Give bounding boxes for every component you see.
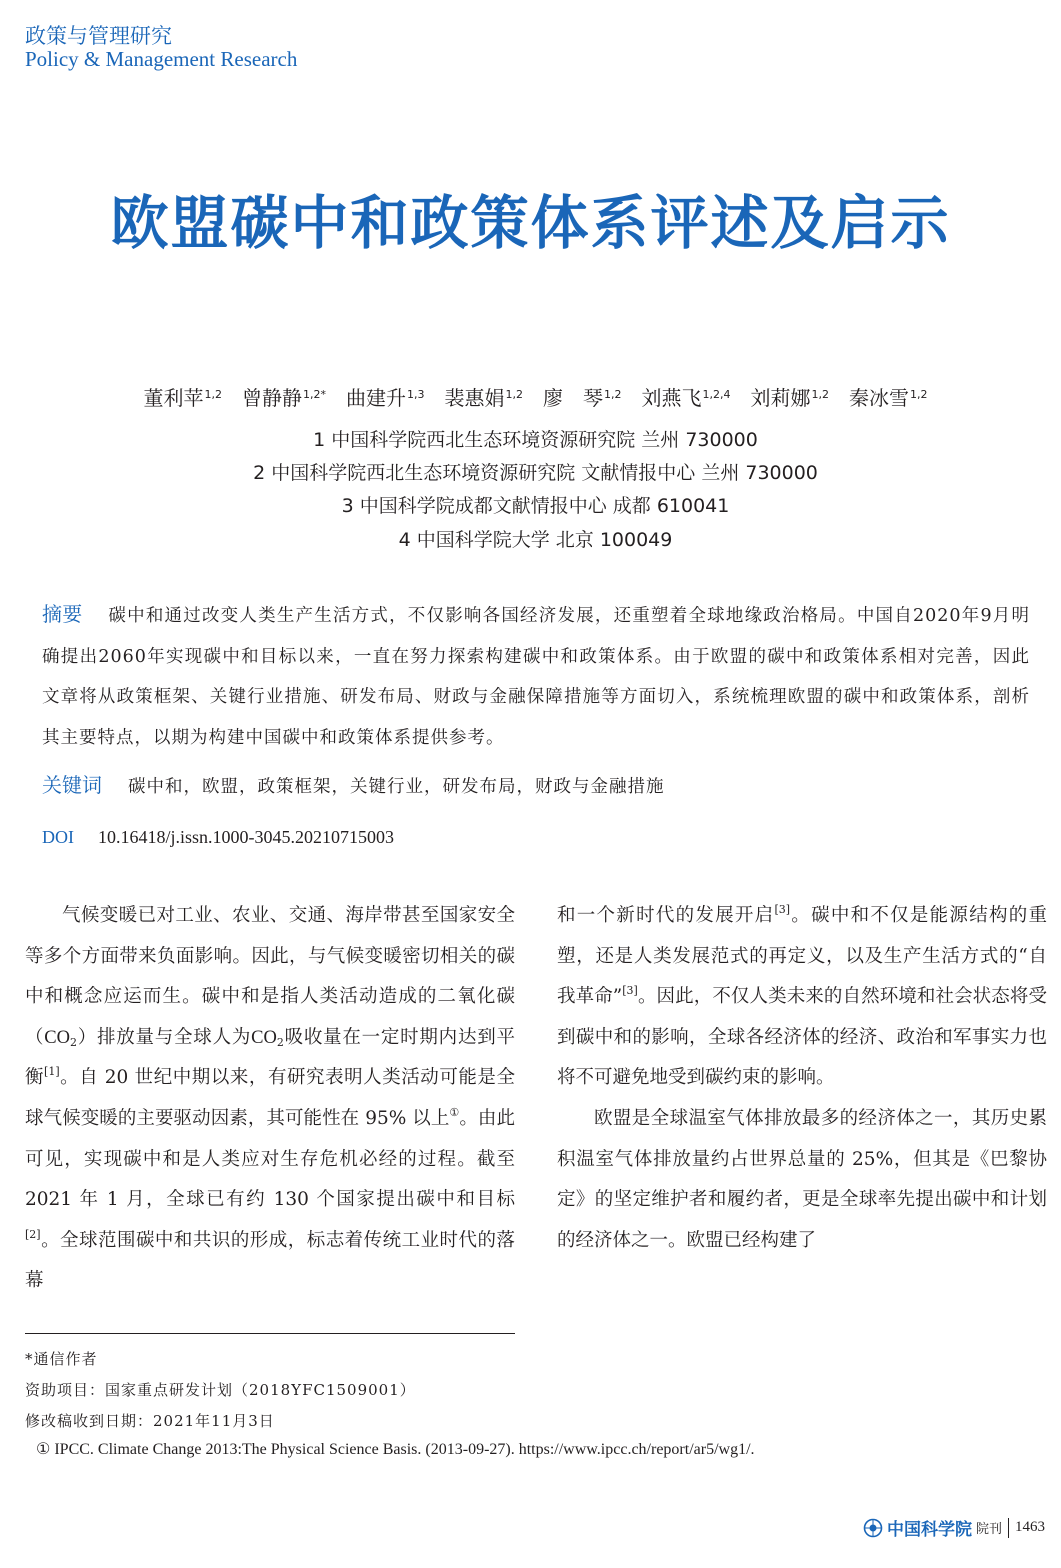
author	[543, 386, 622, 410]
doi-label: DOI	[42, 827, 74, 847]
author-name: 秦冰雪	[849, 386, 909, 410]
author-affiliation-marker: 1,2	[505, 388, 523, 401]
author-name: 曲建升	[346, 386, 406, 410]
journal-short-name: 院刊	[975, 1522, 1002, 1537]
author	[751, 386, 830, 410]
text-run: 。由此可见，实现碳中和是人类应对生存危机必经的过程。截至 2021 年 1 月，全球已有约 130 个国家提出碳中和目标	[25, 1107, 515, 1211]
text-run: 。因此，不仅人类未来的自然环境和社会状态将受到碳中和的影响，全球各经济体的经济、政治和军事实力也将不可避免地受到碳约束的影响。	[557, 986, 1047, 1089]
subscript: 2	[276, 1035, 284, 1049]
author	[346, 386, 425, 410]
co2-text: CO	[251, 1027, 277, 1048]
keywords-text: 碳中和，欧盟，政策框架，关键行业，研发布局，财政与金融措施	[128, 777, 665, 797]
citation-ref[interactable]: [3]	[622, 984, 638, 998]
body-paragraph	[557, 896, 1047, 1099]
body-paragraph: 欧盟是全球温室气体排放最多的经济体之一，其历史累积温室气体排放量约占世界总量的 25%，但其是《巴黎协定》的坚定维护者和履约者，更是全球率先提出碳中和计划的经济体之一。欧盟已经构建了	[557, 1107, 1047, 1251]
text-run: 和一个新时代的发展开启	[557, 905, 775, 926]
author-affiliation-marker: 1,3	[407, 388, 425, 401]
text-run: 。全球范围碳中和共识的形成，标志着传统工业时代的落幕	[25, 1229, 515, 1292]
author-name: 刘莉娜	[750, 386, 811, 410]
doi	[42, 823, 394, 851]
author	[445, 386, 524, 410]
author-affiliation-marker: 1,2	[604, 388, 622, 401]
cas-logo-text: 中国科学院	[886, 1520, 972, 1540]
body-paragraph	[25, 896, 515, 1302]
footnote-corresponding: *通信作者	[25, 1350, 98, 1368]
doi-value[interactable]: 10.16418/j.issn.1000-3045.20210715003	[98, 827, 395, 847]
journal-name-en: Policy & Management Research	[25, 47, 298, 71]
footnote-revised-date: 修改稿收到日期：2021年11月3日	[25, 1412, 275, 1430]
footnote-funding: 资助项目：国家重点研发计划（2018YFC1509001）	[25, 1381, 416, 1399]
author-affiliation-marker: 1,2	[204, 388, 222, 401]
author-affiliation-marker: 1,2	[910, 388, 928, 401]
page-number: 1463	[1015, 1519, 1045, 1535]
text-run: 气候变暖已对工业、农业、交通、海岸带甚至国家安全等多个方面带来负面影响。因此，与气候变暖密切相关的碳中和概念应运而生。碳中和是指人类活动造成的二氧化碳（	[25, 905, 515, 1048]
footer-divider	[1008, 1518, 1009, 1538]
text-run: ）排放量与全球人为	[76, 1026, 252, 1048]
cas-emblem-icon	[863, 1518, 883, 1538]
text-run: 。自 20 世纪中期以来，有研究表明人类活动可能是全球气候变暖的主要驱动因素，其可能性在 95% 以上	[25, 1067, 515, 1129]
author-affiliation-marker: 1,2,4	[702, 388, 731, 401]
author	[242, 386, 326, 410]
author	[144, 386, 223, 410]
page-footer	[863, 1515, 1045, 1540]
citation-ref[interactable]: [2]	[25, 1227, 41, 1241]
affiliation-1: 1 中国科学院西北生态环境资源研究院 兰州 730000	[313, 429, 758, 451]
abstract-text: 碳中和通过改变人类生产生活方式，不仅影响各国经济发展，还重塑着全球地缘政治格局。中国自2020年9月明确提出2060年实现碳中和目标以来，一直在努力探索构建碳中和政策体系。由于欧盟的碳中和政策体系相对完善，因此文章将从政策框架、关键行业措施、研发布局、财政与金融保障措施等方面切入，系统梳理欧盟的碳中和政策体系，剖析其主要特点，以期为构建中国碳中和政策体系提供参考。	[42, 606, 1030, 748]
affiliation-3: 3 中国科学院成都文献情报中心 成都 610041	[341, 495, 730, 517]
body-column-right	[557, 896, 1047, 1261]
footnote-marker[interactable]: ①	[449, 1105, 460, 1119]
author-name: 曾静静	[242, 386, 302, 410]
author-name: 董利苹	[143, 386, 204, 410]
author-affiliation-marker: 1,2	[811, 388, 829, 401]
text-run: 吸收量在一定时期内达到平衡	[25, 1026, 515, 1089]
footnote-divider	[25, 1333, 515, 1334]
cas-logo	[863, 1515, 972, 1540]
co2-text: CO	[44, 1027, 70, 1048]
abstract-label: 摘要	[42, 602, 83, 626]
body-column-left	[25, 896, 515, 1302]
article-title: 欧盟碳中和政策体系评述及启示	[110, 189, 951, 257]
keywords	[42, 770, 665, 802]
author-name: 刘燕飞	[641, 386, 702, 410]
journal-name-cn: 政策与管理研究	[25, 24, 172, 48]
abstract	[42, 594, 1030, 758]
subscript: 2	[69, 1035, 77, 1049]
author	[849, 386, 928, 410]
keywords-label: 关键词	[42, 773, 102, 797]
author-name: 廖 琴	[543, 386, 603, 410]
author-name: 裴惠娟	[444, 386, 505, 410]
affiliation-2: 2 中国科学院西北生态环境资源研究院 文献情报中心 兰州 730000	[253, 462, 818, 484]
citation-ref[interactable]: [1]	[44, 1065, 60, 1079]
author-list	[0, 382, 1061, 411]
citation-ref[interactable]: [3]	[774, 903, 791, 916]
affiliation-4: 4 中国科学院大学 北京 100049	[398, 529, 673, 551]
author	[642, 386, 731, 410]
footnote-ipcc: ① IPCC. Climate Change 2013:The Physical Science Basis. (2013-09-27). https://www.ipcc.ch/report/ar5/wg1/.	[36, 1441, 755, 1458]
author-affiliation-marker: 1,2*	[303, 388, 326, 401]
text-run: 。碳中和不仅是能源结构的重塑，还是人类发展范式的再定义，以及生产生活方式的“自我革命”	[557, 905, 1047, 1008]
